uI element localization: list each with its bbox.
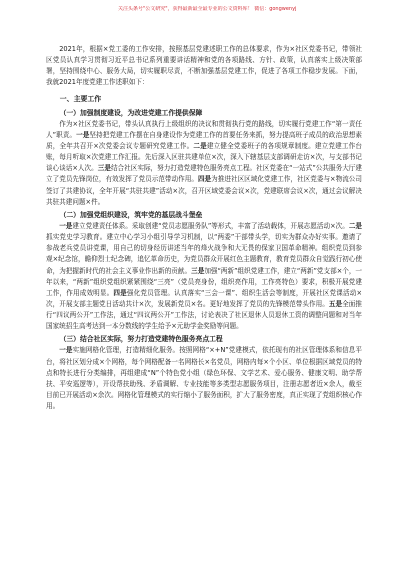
point-lead: 四是 <box>197 175 212 184</box>
source-banner: 关注头条号"公文研究"，获得最新最全最专业的公文资料库！ 微信：gongwenyj <box>118 6 297 12</box>
paragraph <box>46 221 362 333</box>
paragraph-text: 坚持把党建工作摆在自身建设作为党建工作的首要任务来抓，努力提高班子成员的政治思想素质，全年共召开×次党委会议专题研究党建工作。 <box>46 130 363 150</box>
point-lead: 二是 <box>193 141 207 150</box>
point-lead: 五是 <box>328 299 343 308</box>
point-lead: 一是 <box>59 346 73 355</box>
paragraph-text: 抓实党史学习教育。建立中心学习小组引导学习机制，以“两委”干部带头学，切实为群众办好实事。邀请了参战老兵党员讲党课，用自己的切身经历讲述当年的烽火战争和大无畏的保家卫国革命精神。组织党员到参观×纪念馆，瞻仰烈士纪念碑，追忆革命历史，为党员群众开展红色主题教育，教育党员群众自觉践行初心使命，为把握新时代的社会主义事业作出新的贡献。 <box>46 233 362 275</box>
subsection-heading-1: （一）加强制度建设，为改进党建工作提供保障 <box>59 108 203 117</box>
document-body <box>46 44 362 412</box>
point-lead: 一是 <box>59 221 73 230</box>
point-lead: 一是 <box>76 130 90 139</box>
paragraph-text: 作为×社区党委书记，带头认真执行上级组织的决议和贯彻执行党的路线，切实履行党建工作“第一责任人”职责。 <box>46 119 362 139</box>
paragraph-text: 为推进社区区域化党建工作，社区党委与×物流公司签订了共建协议，全年开展“共驻共建”活动×次，召开区域党委会议×次，党建联席会议×次，通过会议解决共驻共建问题×件。 <box>46 175 363 206</box>
subsection-heading-3: （三）结合社区实际，努力打造党建特色服务亮点工程 <box>59 335 223 344</box>
paragraph-text: 建立健全党委班子的各项规章制度。建立党建工作台账，每月听取×次党建工作汇报。先后深入区驻共建单位×次，深入下辖基层支部调研走访×次，与支部书记谈心谈话×人次。 <box>46 141 362 173</box>
paragraph-text: 结合社区实际，努力打造党建特色服务亮点工程。社区党委在“一站式”公共服务大厅建立了党员先锋岗位，有效发挥了党员示范带动作用。 <box>46 164 362 184</box>
intro-paragraph: 2021年，根据×党工委的工作安排，按照基层党建述职工作的总体要求，作为×社区党委书记，带领社区党员认真学习贯彻习近平总书记系列重要讲话精神和党的各项路线、方针、政策，认真落实上级决策部署，坚持围绕中心、服务大局，切实履职尽责，不断加强基层党建工作，促进了各项工作稳步发展。下面，我就2021年度党建工作述职如下： <box>46 45 362 87</box>
point-lead: 二是 <box>348 221 363 230</box>
point-lead: 三是 <box>97 164 111 173</box>
point-lead: 三是 <box>191 266 205 275</box>
paragraph <box>46 119 362 208</box>
paragraph-text: 建立党建责任体系。采取创建“党员志愿服务队”等形式，丰富了活动载体，开展志愿活动×次。 <box>72 221 349 230</box>
paragraph-text: 实施网格化管理，打造精细化服务。按照网格“×+N”党建模式，依托现有的社区管理体系和信息平台，将社区划分成×个网格，每个网格配备一名网格长×名党员，网格内每×个小区、单位根据区域党员的特点和特长进行分类编排，再组建成“N”个特色党小组（绿色环保、文学艺术、爱心服务、健康文明、助学帮扶、平安巡逻等），开设帮扶助残、矛盾调解、专业技能等多类型志愿服务项目，注册志愿者近×余人，截至目前已开展活动×余次。网格化管理模式的实行缩小了服务面积，扩大了服务密度，真正实现了党组织核心作用。 <box>46 346 363 411</box>
point-lead: 四是 <box>113 288 127 297</box>
paragraph <box>46 345 362 412</box>
paragraph-text: 加强“两新”组织党建工作，建立“两新”党支部×个，一年以来，“两新”组织党组织紧紧围绕“三亮”（党员亮身份，组织亮作用，工作亮特色）要求，积极开展党建工作，作用成效明显。 <box>46 266 363 297</box>
paragraph-text: 全面推行“四议两公开”工作法，通过“四议两公开”工作法，讨论表决了社区退休人员退休工资的调整问题和对当年国家统招生高考达到一本分数线的学生给予×元助学金奖励等问题。 <box>46 299 363 331</box>
paragraph-text: 强化党员管理。认真落实“三会一课”、组织生活会等制度，开展社区党课活动×次，开展支部主题党日活动共计×次，发展新党员×名。更好地发挥了党员的先锋模范带头作用。 <box>46 288 363 308</box>
section-heading-main-work: 一、主要工作 <box>59 94 102 103</box>
subsection-heading-2: （二）加强党组织建设，筑牢党的基层战斗堡垒 <box>59 210 203 219</box>
